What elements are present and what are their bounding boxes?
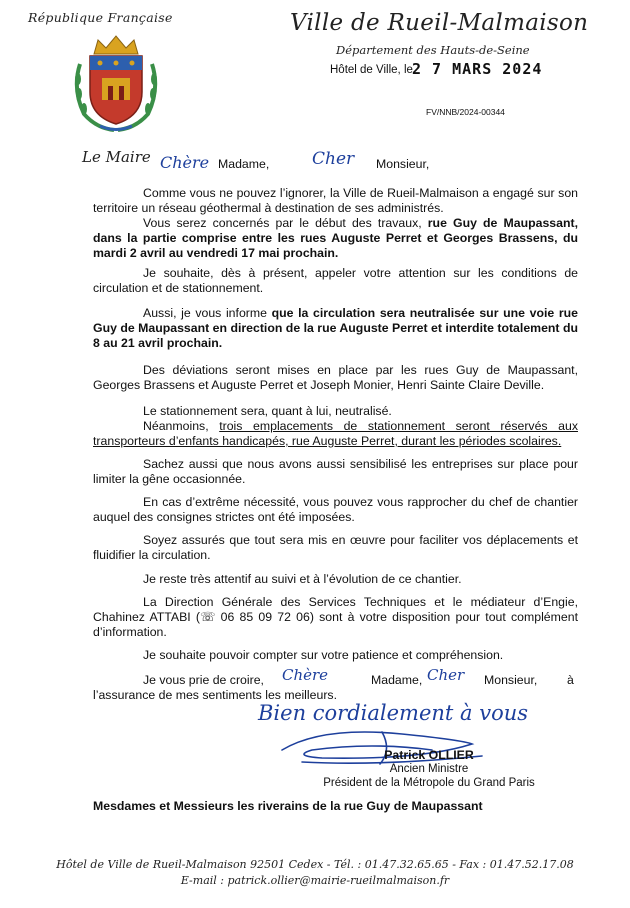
- paragraph-9: Soyez assurés que tout sera mis en œuvre pour faciliter vos déplacements et fluidifier la circulation.: [93, 533, 578, 562]
- date-stamp: 2 7 MARS 2024: [412, 60, 543, 78]
- paragraph-3: Je souhaite, dès à présent, appeler votre attention sur les conditions de circulation et de stationnement.: [93, 266, 578, 295]
- paragraph-8: En cas d’extrême nécessité, vous pouvez vous rapprocher du chef de chantier auquel des consignes strictes ont été imposées.: [93, 495, 578, 524]
- handwritten-cher-closing: [425, 660, 480, 690]
- handwritten-chere-salutation: [158, 146, 218, 176]
- salutation-monsieur: Monsieur,: [376, 157, 430, 171]
- recipient-line: Mesdames et Messieurs les riverains de la rue Guy de Maupassant: [93, 799, 483, 813]
- closing-monsieur: Monsieur,: [484, 673, 538, 687]
- closing-line-2: l’assurance de mes sentiments les meilleurs.: [93, 688, 337, 702]
- city-crest-logo: [70, 34, 162, 134]
- paragraph-5: Des déviations seront mises en place par les rues Guy de Maupassant, Georges Brassens et Auguste Perret et Joseph Monier, Henri Sainte Claire Deville.: [93, 363, 578, 392]
- signatory-title-1: Ancien Ministre: [389, 763, 469, 775]
- republique-francaise: République Française: [28, 10, 173, 25]
- city-name: Ville de Rueil-Malmaison: [290, 10, 589, 36]
- hand-chere-closing-text: Chère: [282, 666, 329, 684]
- hand-cher-closing-text: Cher: [427, 666, 465, 684]
- paragraph-11: La Direction Générale des Services Techniques et le médiateur d’Engie, Chahinez ATTABI (☏ 06 85 09 72 06) sont à votre disposition pour tout complément d’information.: [93, 595, 578, 639]
- footer-email: E-mail : patrick.ollier@mairie-rueilmalmaison.fr: [180, 874, 450, 887]
- paragraph-6: Le stationnement sera, quant à lui, neutralisé. Néanmoins, trois emplacements de stationnement seront réservés aux transporteurs d’enfants handicapés, rue Auguste Perret, durant les périodes scolaires.: [93, 404, 578, 448]
- handwritten-chere-closing: [280, 660, 340, 690]
- handwritten-cher-salutation: [310, 142, 370, 174]
- closing-madame: Madame,: [371, 673, 423, 687]
- paragraph-7: Sachez aussi que nous avons aussi sensibilisé les entreprises sur place pour limiter la gêne occasionnée.: [93, 457, 578, 486]
- reference-number: FV/NNB/2024-00344: [426, 107, 505, 117]
- paragraph-2: Vous serez concernés par le début des travaux, rue Guy de Maupassant, dans la partie comprise entre les rues Auguste Perret et Georges Brassens, du mardi 2 avril au vendredi 17 mai prochain.: [93, 216, 578, 260]
- paragraph-12: Je souhaite pouvoir compter sur votre patience et compréhension.: [143, 648, 504, 662]
- hotel-date-prefix: Hôtel de Ville, le: [330, 64, 413, 76]
- paragraph-1: Comme vous ne pouvez l’ignorer, la Ville de Rueil-Malmaison a engagé sur son territoire un réseau géothermal à destination de ses administrés.: [93, 186, 578, 215]
- signatory-name: Patrick OLLIER: [384, 748, 474, 762]
- phone-icon: ☏: [200, 610, 216, 624]
- le-maire-title: Le Maire: [82, 148, 151, 166]
- footer-address: Hôtel de Ville de Rueil-Malmaison 92501 Cedex - Tél. : 01.47.32.65.65 - Fax : 01.47.52.17.08: [56, 858, 574, 871]
- department-name: Département des Hauts-de-Seine: [336, 43, 530, 57]
- salutation-madame: Madame,: [218, 157, 270, 171]
- hand-closing-text: Bien cordialement à vous: [258, 701, 529, 725]
- signature-block: [304, 748, 554, 790]
- paragraph-10: Je reste très attentif au suivi et à l’évolution de ce chantier.: [143, 572, 462, 586]
- closing-intro: Je vous prie de croire,: [143, 673, 264, 687]
- hand-cher-text: Cher: [312, 149, 355, 169]
- paragraph-4: Aussi, je vous informe que la circulation sera neutralisée sur une voie rue Guy de Maupassant en direction de la rue Auguste Perret et interdite totalement du 8 au 21 avril prochain.: [93, 306, 579, 350]
- closing-a: à: [567, 673, 574, 687]
- signatory-title-2: Président de la Métropole du Grand Paris: [323, 777, 535, 789]
- hand-chere-text: Chère: [160, 153, 210, 172]
